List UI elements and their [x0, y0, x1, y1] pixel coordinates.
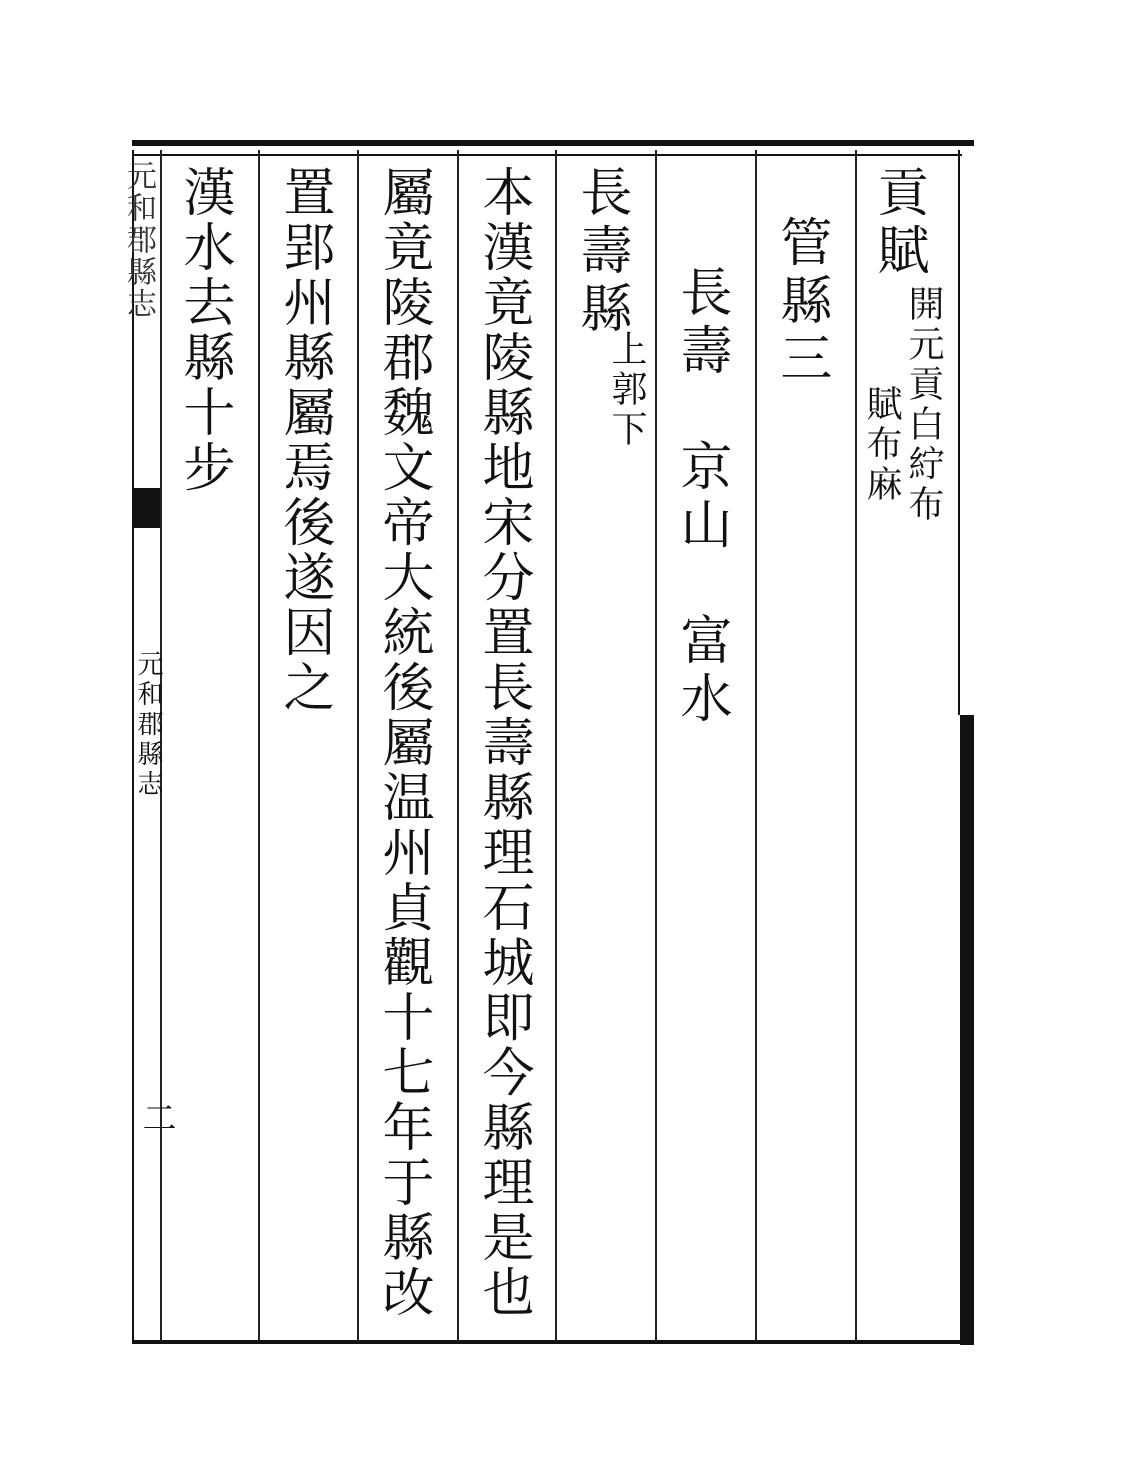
column-divider	[555, 150, 557, 1340]
column-changshou-heading	[571, 165, 631, 339]
column-divider	[655, 150, 657, 1340]
gutter-page-number: 二	[136, 1100, 176, 1134]
column-county-list: 長壽 京山 富水	[671, 265, 731, 729]
right-border	[958, 150, 960, 715]
right-border-thick	[960, 715, 974, 1345]
county-grade-note: 上郭下	[606, 330, 647, 450]
column-divider	[855, 150, 857, 1340]
column-divider	[258, 150, 260, 1340]
column-history-2: 屬竟陵郡魏文帝大統後屬温州貞觀十七年于縣改	[373, 165, 433, 1320]
gutter-header: 元和郡縣志	[121, 160, 156, 320]
column-history-1: 本漢竟陵縣地宋分置長壽縣理石城即今縣理是也	[473, 165, 533, 1320]
county-name: 長壽縣	[571, 165, 631, 339]
top-border-inner	[132, 154, 962, 156]
column-divider	[357, 150, 359, 1340]
bottom-border	[132, 1340, 974, 1344]
gutter-fishtail-mark	[134, 488, 160, 528]
note-right: 開元貢白紵布	[903, 285, 944, 525]
column-han-river: 漢水去縣十步	[174, 165, 234, 495]
column-tribute	[868, 165, 928, 281]
top-border	[132, 140, 974, 146]
gutter-book-title: 元和郡縣志	[133, 650, 163, 800]
column-main-text: 貢賦	[868, 165, 928, 281]
column-divider	[755, 150, 757, 1340]
column-divider	[457, 150, 459, 1340]
column-history-3: 置郢州縣屬焉後遂因之	[274, 165, 334, 715]
note-left: 賦布麻	[861, 385, 902, 505]
column-counties-count: 管縣三	[771, 215, 831, 389]
